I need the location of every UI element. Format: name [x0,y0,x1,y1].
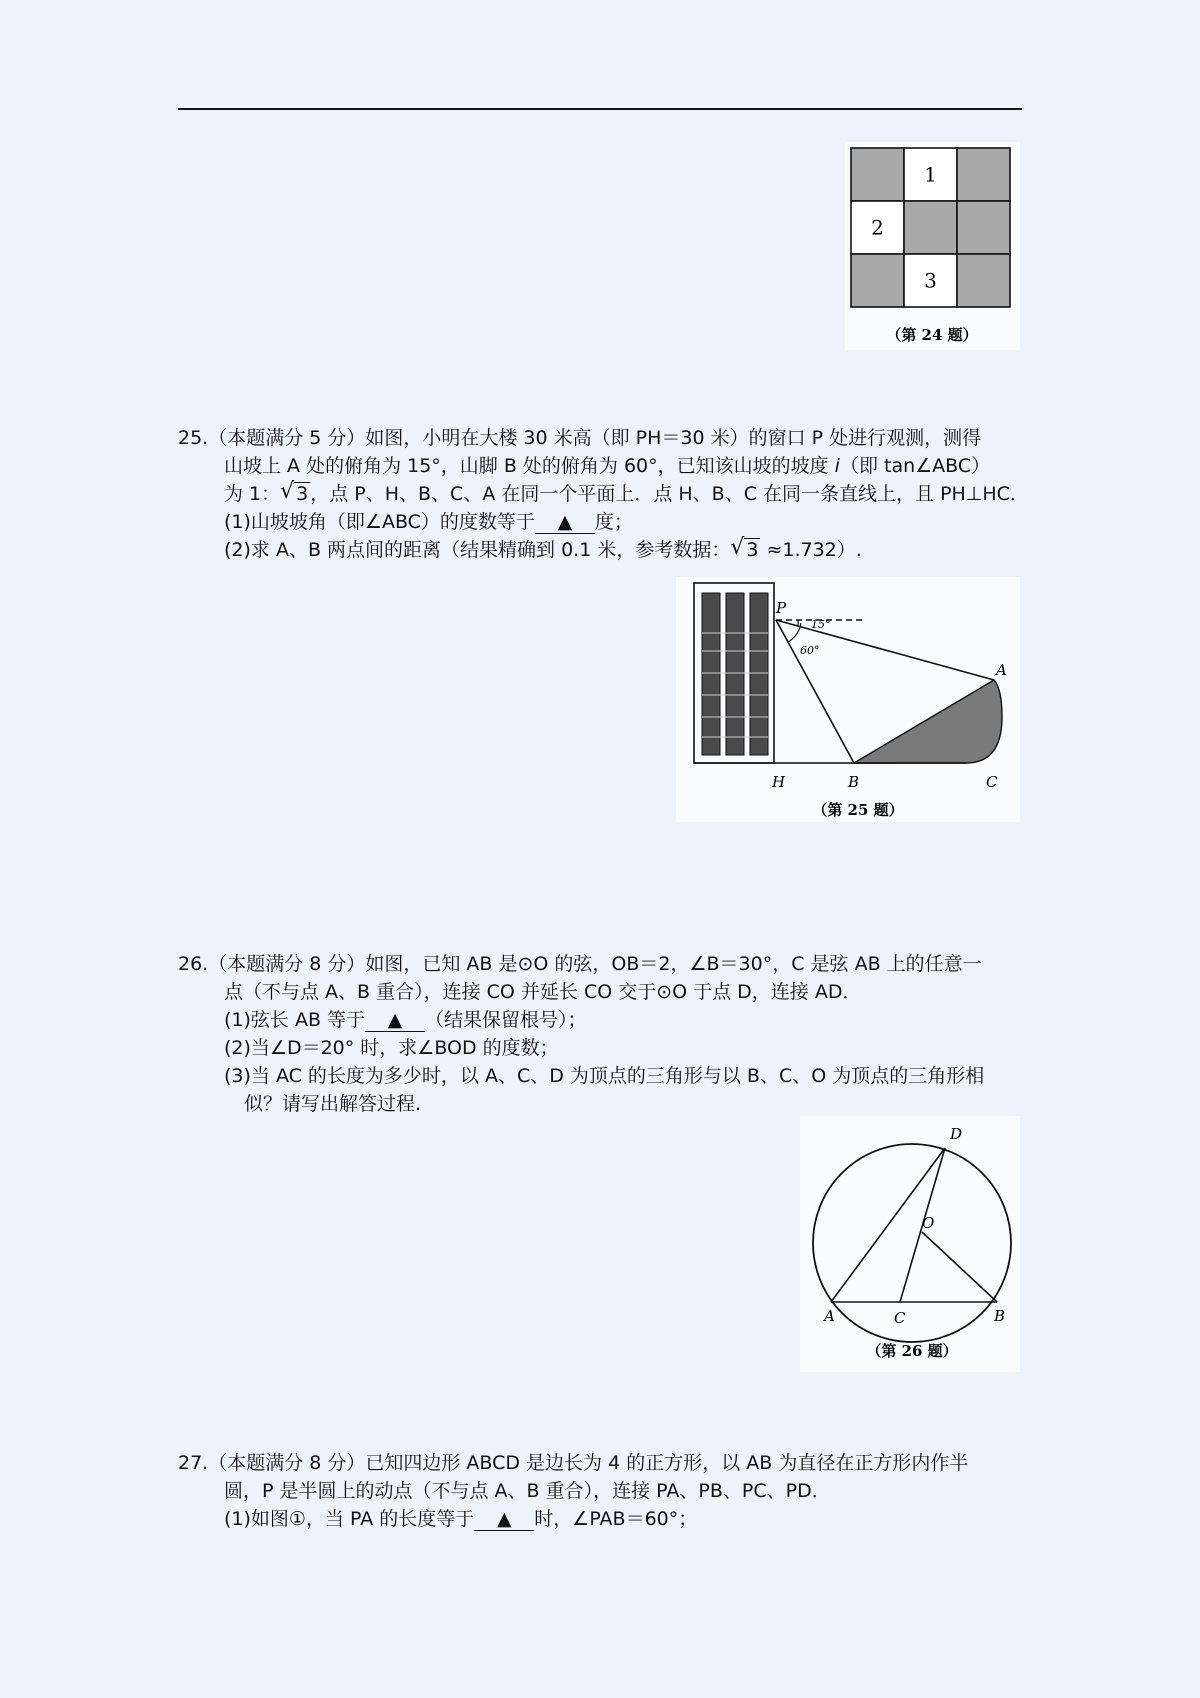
label-C26: C [894,1309,906,1327]
grid-cell-number: 3 [924,268,937,293]
label-A: A [996,661,1007,679]
q26-p1-note: （结果保留根号）； [425,1009,587,1031]
q27-line-2 [178,1477,968,1505]
q25-line-2 [178,452,1029,480]
label-B26: B [994,1307,1006,1325]
label-C: C [986,773,998,791]
grid-cell-number: 2 [871,215,884,240]
question-25 [178,424,1029,564]
q26-line-1 [178,950,984,978]
label-B: B [848,773,860,791]
q25-p2-ref: ≈1.732）. [760,539,862,561]
q27-number: 27. [178,1452,209,1474]
q26-p3-text-2: 似？请写出解答过程. [244,1093,422,1115]
figure-25-diagram [676,577,1020,822]
q26-p2-text: (2)当∠D＝20° 时，求∠BOD 的度数； [224,1037,559,1059]
q26-number: 26. [178,953,209,975]
grid-cell [851,254,904,307]
circle-O [813,1144,1011,1342]
figure-25 [676,577,1020,822]
grid-cell-number: 1 [924,162,937,187]
q27-text-1: （本题满分 8 分）已知四边形 ABCD 是边长为 4 的正方形，以 AB 为直径在正方形内作半 [208,1452,969,1474]
q25-text-1: （本题满分 5 分）如图，小明在大楼 30 米高（即 PH＝30 米）的窗口 P 处进行观测，测得 [208,427,982,449]
q25-sqrt: √ 3 [280,479,309,505]
label-H: H [772,773,786,791]
q25-text-2: 山坡上 A 处的俯角为 15°，山脚 B 处的俯角为 60°，已知该山坡的坡度 [224,455,835,477]
q27-line-1 [178,1449,968,1477]
hill-slope [854,680,1002,763]
q25-p1-text: (1)山坡坡角（即∠ABC）的度数等于 [224,511,535,533]
q26-line-2 [178,978,984,1006]
figure-26-caption: （第 26 题） [866,1342,958,1360]
label-D: D [950,1125,963,1143]
label-A26: A [824,1307,835,1325]
grid-cell [904,201,957,254]
q25-p1-answer-blank[interactable]: ▲ [535,511,595,534]
q27-p1-text-2: 时，∠PAB＝60°； [534,1508,698,1530]
q27-text-2: 圆，P 是半圆上的动点（不与点 A、B 重合），连接 PA、PB、PC、PD． [224,1480,831,1502]
question-27 [178,1449,968,1533]
q25-text-3a: 为 1： [224,483,281,505]
figure-24 [845,142,1020,350]
q26-p1-text: (1)弦长 AB 等于 [224,1009,366,1031]
q25-p2-sqrt: √ 3 [730,535,759,561]
figure-24-grid [845,142,1020,350]
q25-text-3b: ，点 P、H、B、C、A 在同一个平面上．点 H、B、C 在同一条直线上，且 PH⊥HC． [310,483,1029,505]
q26-text-2: 点（不与点 A、B 重合），连接 CO 并延长 CO 交于⊙O 于点 D，连接 AD． [224,981,862,1003]
label-O: O [922,1214,935,1232]
question-26 [178,950,984,1118]
q27-part-1 [178,1505,968,1533]
figure-26-diagram [800,1116,1020,1372]
q25-p1-unit: 度； [594,511,633,533]
grid-cell [957,201,1010,254]
q26-part-2 [178,1034,984,1062]
segment-OB [922,1232,997,1302]
q27-p1-text: (1)如图①，当 PA 的长度等于 [224,1508,475,1530]
grid-cell [957,254,1010,307]
q27-p1-answer-blank[interactable]: ▲ [474,1508,534,1531]
figure-24-caption: （第 24 题） [886,326,978,344]
q25-text-2-end: （即 tan∠ABC） [839,455,991,477]
q26-part-3 [178,1062,984,1090]
q25-part-1 [178,508,1029,536]
line-PB [776,620,854,763]
q26-text-1: （本题满分 8 分）如图，已知 AB 是⊙O 的弦，OB＝2，∠B＝30°，C 是弦 AB 上的任意一 [208,953,982,975]
figure-26 [800,1116,1020,1372]
q25-part-2 [178,536,1029,564]
q25-number: 25. [178,427,209,449]
q25-slope-i: i [834,455,840,477]
label-60deg: 60° [800,644,820,657]
q25-line-3 [178,480,1029,508]
q26-p3-text: (3)当 AC 的长度为多少时，以 A、C、D 为顶点的三角形与以 B、C、O 为顶点的三角形相 [224,1065,985,1087]
q25-p2-text: (2)求 A、B 两点间的距离（结果精确到 0.1 米，参考数据： [224,539,731,561]
label-P: P [776,599,787,617]
q25-line-1 [178,424,1029,452]
label-15deg: 15° [811,618,831,631]
q26-p1-answer-blank[interactable]: ▲ [365,1009,425,1032]
building-windows [702,593,768,755]
grid-cell [957,148,1010,201]
figure-25-caption: （第 25 题） [812,801,904,819]
q26-part-3-cont [178,1090,984,1118]
q26-part-1 [178,1006,984,1034]
grid-cell [851,148,904,201]
header-rule [178,108,1022,110]
